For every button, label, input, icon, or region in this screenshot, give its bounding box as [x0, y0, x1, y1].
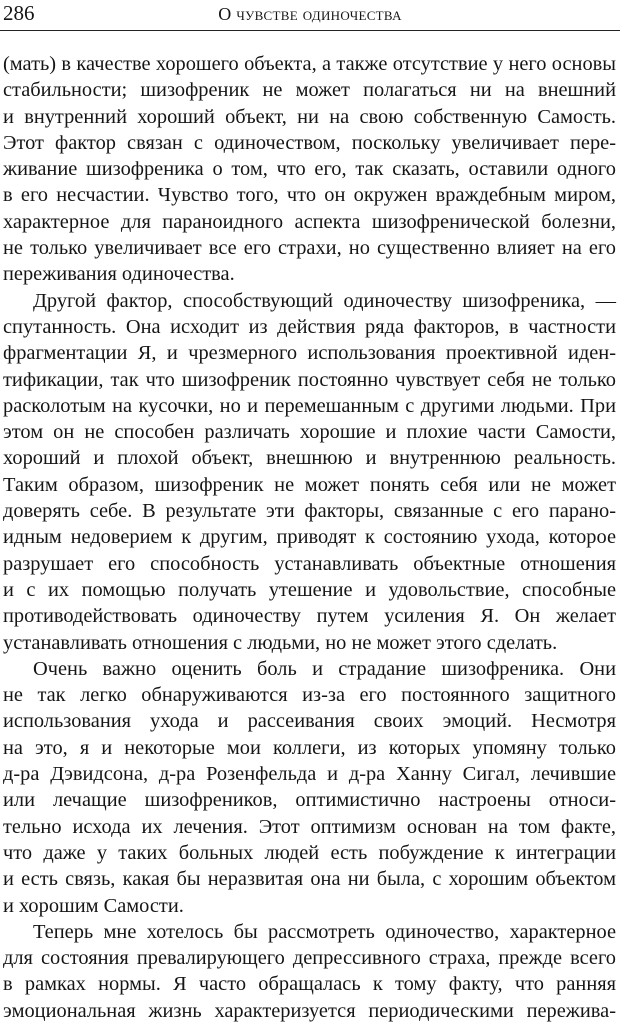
running-title: О чувстве одиночества [218, 4, 402, 24]
text-line: разрушает его способность устанавливать объектные отношения [3, 552, 616, 575]
text-line: противодействовать одиночеству путем усиления Я. Он желает [3, 605, 616, 628]
body-text [3, 51, 616, 1024]
text-line: в его несчастии. Чувство того, что он окружен враждебным миром, [3, 184, 616, 207]
text-line: что даже у таких больных людей есть побуждение к интеграции [3, 841, 616, 864]
text-line: (мать) в качестве хорошего объекта, а также отсутствие у него основы [3, 53, 616, 75]
text-line: использования ухода и рассеивания своих эмоций. Несмотря [3, 710, 616, 733]
text-line: устанавливать отношения с людьми, но не может этого сделать. [3, 631, 558, 654]
text-line: расколотым на кусочки, но и перемешанным с другими людьми. При [3, 394, 616, 417]
text-line: Теперь мне хотелось бы рассмотреть одиночество, характерное [33, 920, 616, 943]
text-line: спутанность. Она исходит из действия ряда факторов, в частности [3, 315, 616, 338]
text-line: Таким образом, шизофреник не может понять себя или не может [3, 473, 616, 496]
text-line: характерное для параноидного аспекта шизофренической болезни, [3, 210, 616, 233]
text-line: не только увеличивает все его страхи, но существенно влияет на его [3, 237, 616, 260]
header-rule [0, 30, 620, 31]
text-line: Другой фактор, способствующий одиночеству шизофреника, — [33, 289, 616, 312]
text-line: и есть связь, какая бы неразвитая она ни была, с хорошим объектом [3, 868, 616, 891]
text-line: эмоциональная жизнь характеризуется периодическими пережива- [3, 999, 616, 1022]
text-line: и хорошим Самости. [3, 894, 184, 917]
text-line: в рамках нормы. Я часто обращалась к тому факту, что ранняя [3, 973, 616, 996]
text-line: Очень важно оценить боль и страдание шизофреника. Они [33, 657, 616, 680]
text-line: на это, я и некоторые мои коллеги, из которых упомяну только [3, 736, 616, 759]
text-line: Этот фактор связан с одиночеством, поскольку увеличивает пере- [3, 131, 616, 154]
text-line: переживания одиночества. [3, 263, 235, 286]
page-number: 286 [3, 1, 35, 25]
page-header [0, 0, 620, 36]
text-line: фрагментации Я, и чрезмерного использования проективной иден- [3, 342, 616, 365]
text-line: д-ра Дэвидсона, д-ра Розенфельда и д-ра Ханну Сигал, лечившие [3, 763, 616, 786]
text-line: хороший и плохой объект, внешнюю и внутреннюю реальность. [3, 447, 616, 470]
text-line: тельно исхода их лечения. Этот оптимизм основан на том факте, [3, 815, 616, 838]
text-line: и с их помощью получать утешение и удовольствие, способные [3, 578, 616, 601]
text-line: и внутренний хороший объект, ни на свою собственную Самость. [3, 105, 616, 128]
text-line: тификации, так что шизофреник постоянно чувствует себя не только [3, 368, 616, 391]
text-line: доверять себе. В результате эти факторы, связанные с его парано- [3, 500, 616, 523]
text-line: для состояния превалирующего депрессивного страха, прежде всего [3, 947, 616, 970]
text-line: живание шизофреника о том, что его, так сказать, оставили одного [3, 158, 616, 181]
text-line: или лечащие шизофреников, оптимистично настроены относи- [3, 789, 616, 812]
text-line: не так легко обнаруживаются из-за его постоянного защитного [3, 684, 616, 707]
text-line: идным недоверием к другим, приводят к состоянию ухода, которое [3, 526, 616, 549]
text-line: этом он не способен различать хорошие и плохие части Самости, [3, 421, 616, 444]
text-line: стабильности; шизофреник не может полагаться ни на внешний [3, 79, 616, 102]
